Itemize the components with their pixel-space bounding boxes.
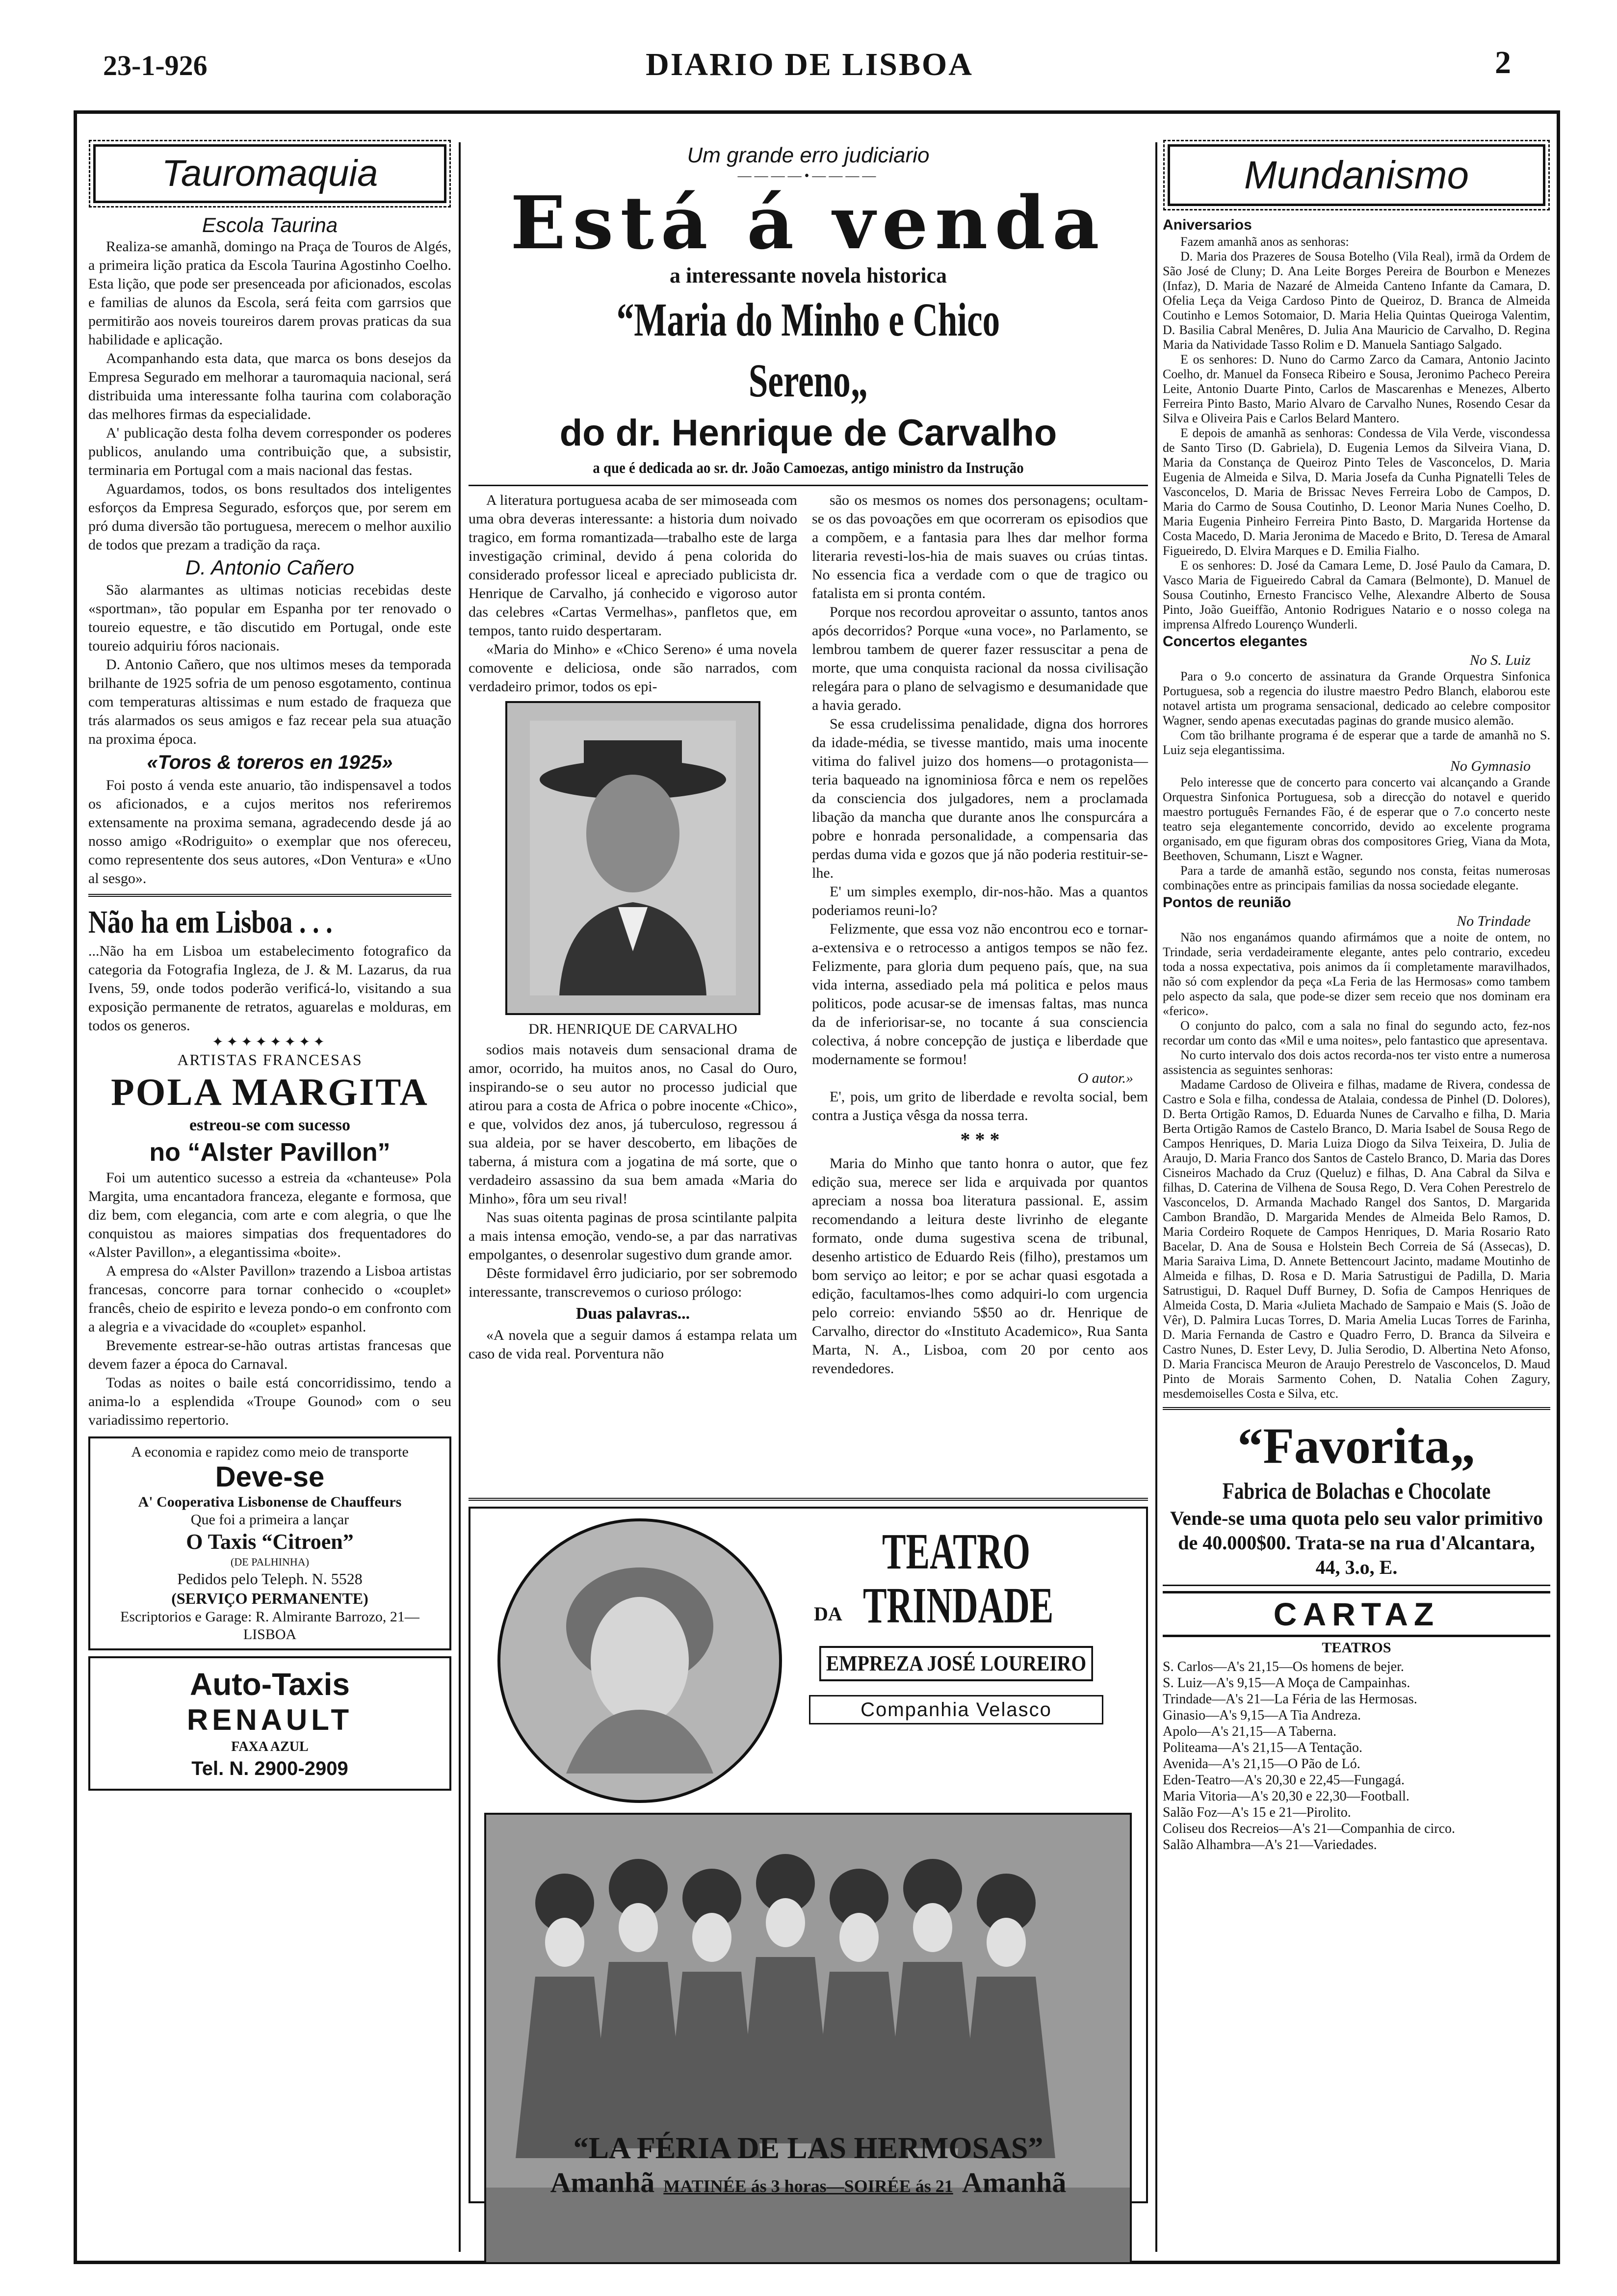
article-b1: são os mesmos os nomes dos personagens; ocultam-se os das povoações em que ocorreram os episodios que a compõem, e a fantasia para lhes dar melhor forma literaria revesti-los-hia de mais suaves ou crúas tintas. No essencia fica a verdade com o que de tragico ou fatalista em si pronta contém. <box>812 492 1148 601</box>
canero-p2: D. Antonio Cañero, que nos ultimos meses da temporada brilhante de 1925 sofria de um penoso esgotamento, continua com temperaturas altissimas e num estado de fraqueza que trás alarmados os seus amigos e faz recear pela sua atuação na proxima época. <box>88 656 451 747</box>
pont-2: O conjunto do palco, com a sala no final do segundo acto, fez-nos recordar um conto das «Mil e uma noites», pelo fantastico que apresentava. <box>1163 1018 1550 1047</box>
mundanismo-section-box <box>1168 144 1545 206</box>
pola-article <box>88 1169 451 1430</box>
pola-venue: no “Alster Pavillon” <box>149 1138 391 1167</box>
aniversarios-title: Aniversarios <box>1163 217 1252 233</box>
cartaz-line: Trindade—A's 21—La Féria de las Hermosas. <box>1163 1692 1417 1707</box>
teatro-matinee: MATINÉE ás 3 horas—SOIRÉE ás 21 <box>663 2176 953 2196</box>
cartaz-line: S. Luiz—A's 9,15—A Moça de Campainhas. <box>1163 1675 1410 1691</box>
pontos-sub: No Trindade <box>1457 913 1531 929</box>
citroen-taxis: O Taxis “Citroen” <box>186 1530 354 1554</box>
nao-ha-text: ...Não ha em Lisboa um estabelecimento fotografico da categoria da Fotografia Ingleza, de J. & M. Lazarus, da rua Ivens, 59, onde todos poderão verificá-lo, visitando a sua exposição permanente de retratos, aguarelas e molduras, em todos os generos. <box>88 943 451 1034</box>
article-col-b <box>812 491 1148 1378</box>
teatro-amanha-right: Amanhã <box>962 2166 1067 2198</box>
favorita-fabrica: Fabrica de Bolachas e Chocolate <box>1222 1478 1491 1504</box>
pont-3: No curto intervalo dos dois actos recorda-nos ter visto entre a numerosa assistencia as seguintes senhoras: <box>1163 1048 1550 1077</box>
citroen-taxi-ad <box>88 1436 451 1650</box>
teatro-da: DA <box>814 1603 842 1625</box>
pola-name: POLA MARGITA <box>111 1070 429 1113</box>
pola-sub: estreou-se com sucesso <box>189 1116 350 1134</box>
issue-date: 23-1-926 <box>103 50 208 81</box>
escola-p1: Realiza-se amanhã, domingo na Praça de Touros de Algés, a primeira lição pratica da Escola Taurina Agostinho Coelho. Esta lição, que pode ser presenceada por aficionados, escolas e familias de alunos da Escola, será feita com garrsios que permitirão aos noveis toureiros darem provas praticas da sua habilidade e aplicação. <box>88 238 451 348</box>
article-stars: * * * <box>960 1128 1000 1150</box>
teatro-companhia: Companhia Velasco <box>809 1695 1103 1724</box>
escola-article <box>88 237 451 554</box>
renault-line1: Auto-Taxis <box>190 1667 350 1702</box>
renault-taxi-ad <box>88 1656 451 1791</box>
article-a5: Dêste formidavel êrro judiciario, por ser sobremodo interessante, transcrevemos o curioso prólogo: <box>469 1265 797 1300</box>
author-portrait <box>505 701 760 1015</box>
centre-column <box>469 142 1148 2199</box>
teatro-amanha-left: Amanhã <box>550 2166 655 2198</box>
article-b4: E' um simples exemplo, dir-nos-hão. Mas a quantos poderiamos reuni-lo? <box>812 884 1148 918</box>
tauromaquia-title: Tauromaquia <box>161 153 378 194</box>
cartaz-line: Avenida—A's 21,15—O Pão de Ló. <box>1163 1756 1360 1772</box>
teatro-show: “LA FÉRIA DE LAS HERMOSAS” <box>573 2132 1043 2165</box>
aniv-1: D. Maria dos Prazeres de Sousa Botelho (Vila Real), irmã da Ordem de São José de Cluny; D. Ana Leite Borges Pereira de Bourbon e Menezes (Infaz), D. Maria de Nazaré de Almeida Canteno Infante da Camara, D. Ofelia Leça da Veiga Cardoso Pinto de Queiroz, D. Branca de Almeida Coutinho e Lemos Sotomaior, D. Maria Helia Quintas Queiroga Valentim, D. Basilia Cabral Menêres, D. Julia Ana Mauricio de Carvalho, D. Regina Maria da Natividade Tasso Rolim e D. Manuela Santiago Salgado. <box>1163 249 1550 352</box>
citroen-coop: A' Cooperativa Lisbonense de Chauffeurs <box>138 1494 402 1510</box>
novel-author: do dr. Henrique de Carvalho <box>559 412 1057 454</box>
canero-title: D. Antonio Cañero <box>185 556 354 579</box>
actress-portrait-icon <box>537 1548 743 1774</box>
article-body <box>469 491 1148 1492</box>
cartaz-line: Salão Foz—A's 15 e 21—Pirolito. <box>1163 1805 1351 1820</box>
pola-kicker: ARTISTAS FRANCESAS <box>177 1051 363 1069</box>
cartaz-line: Eden-Teatro—A's 20,30 e 22,45—Fungagá. <box>1163 1773 1405 1788</box>
aniv-2: E os senhores: D. Nuno do Carmo Zarco da Camara, Antonio Jacinto Coelho, dr. Manuel da Fonseca Ribeiro e Sousa, Jeronimo Pacheco Pereira Leite, Antonio Duarte Pinto, Carlos de Mascarenhas e Menezes, Alberto Ferreira Pinto Basto, Mario Alvaro de Carvalho Nunes, Rosendo Cesar da Silva e Oliveira Pais e Carlos Belard Mantero. <box>1163 352 1550 425</box>
citroen-escritorios: Escriptorios e Garage: R. Almirante Barrozo, 21—LISBOA <box>120 1609 419 1643</box>
masthead <box>98 39 1521 93</box>
citroen-intro: A economia e rapidez como meio de transporte <box>131 1444 409 1460</box>
toros-title: «Toros & toreros en 1925» <box>147 752 393 773</box>
teatro-trindade-ad <box>469 1507 1148 2203</box>
conc-2: Com tão brilhante programa é de esperar que a tarde de amanhã no S. Luiz seja elegantissima. <box>1163 728 1550 757</box>
divider <box>469 485 1148 486</box>
ornament-divider: ✦✦✦✦✦✦✦✦ <box>212 1035 328 1050</box>
teatro-word: TEATRO <box>882 1523 1031 1580</box>
teatro-empresa: EMPREZA JOSÉ LOUREIRO <box>819 1646 1093 1681</box>
citroen-palhinha: (DE PALHINHA) <box>231 1556 309 1568</box>
favorita-name: “Favorita„ <box>1237 1418 1476 1474</box>
tauromaquia-section-box <box>93 144 446 203</box>
concertos-title: Concertos elegantes <box>1163 633 1308 650</box>
escola-p2: Acompanhando esta data, que marca os bons desejos da Empresa Segurado em melhorar a tauromaquia nacional, será distribuida uma interessante folha taurina com colaboração das melhores firmas da especialidade. <box>88 350 451 422</box>
aniv-3: E depois de amanhã as senhoras: Condessa de Vila Verde, viscondessa de Santo Tirso (D. Gabriela), D. Eugenia Lemos da Silveira Viana, D. Maria da Constança de Queiroz Pinto Teles de Vasconcelos, D. Maria Eugenia de Almeida e Silva, D. Maria Josefa da Cunha Pignatelli Teles de Vasconcelos, D. Maria de Brissac Neves Ferreira Lobo de Campos, D. Maria do Carmo de Sousa Coutinho, D. Leonor Maria Nunes Coelho, D. Maria Eugenia Pinheiro Ferreira Pinto Basto, D. Margarida Hortense da Costa Macedo, D. Maria Jeronima de Macedo e Brito, D. Teresa de Amaral Figueiredo, D. Elvira Marques e D. Emilia Fialho. <box>1163 426 1550 558</box>
cartaz-line: Ginasio—A's 9,15—A Tia Andreza. <box>1163 1708 1361 1723</box>
conc-1: Para o 9.o concerto de assinatura da Grande Orquestra Sinfonica Portuguesa, sob a regencia do ilustre maestro Pedro Blanch, elaborou este notavel artista um programa sensacional, dedicado ao celebre compositor Wagner, sendo apenas executadas paginas do grande musico alemão. <box>1163 669 1550 728</box>
kicker-ornament: ————•———— <box>737 168 879 183</box>
renault-line4: Tel. N. 2900-2909 <box>191 1758 348 1779</box>
citroen-pedidos: Pedidos pelo Teleph. N. 5528 <box>177 1570 363 1588</box>
aniv-intro: Fazem amanhã anos as senhoras: <box>1180 235 1349 249</box>
teatro-times <box>469 2166 1148 2199</box>
pont-1: Não nos enganámos quando afirmámos que a noite de ontem, no Trindade, seria verdadeiramente elegante, antes pelo contrario, excedeu toda a nossa expectativa, pois animos da íi completamente maravilhados, não só com explendor da peça «La Feria de las Hermosas» como tambem pelo aspecto da sala, que pode-se dizer sem receio que nos dominam era «ferico». <box>1163 930 1550 1018</box>
article-a6: «A novela que a seguir damos á estampa relata um caso de vida real. Porventura não <box>469 1327 797 1362</box>
renault-line2: RENAULT <box>186 1703 353 1736</box>
cartaz-teatros: TEATROS <box>1322 1640 1391 1656</box>
column-rule-right <box>1155 142 1157 2252</box>
cartaz-line: Apolo—A's 21,15—A Taberna. <box>1163 1724 1337 1739</box>
page-number: 2 <box>1495 45 1511 80</box>
pola-p4: Todas as noites o baile está concorridissimo, tendo a anima-lo a esplendida «Troupe Gounod» com o seu variadissimo repertorio. <box>88 1375 451 1428</box>
cartaz-list <box>1163 1659 1550 1853</box>
novel-dedication: a que é dedicada ao sr. dr. João Camoezas, antigo ministro da Instrução <box>593 459 1024 476</box>
citroen-deve: Deve-se <box>215 1461 325 1493</box>
pontos-title: Pontos de reunião <box>1163 894 1291 911</box>
article-b7: Maria do Minho que tanto honra o autor, que fez edição sua, merece ser lida e arquivada por quantos apreciam a nossa boa literatura passional. E, assim recomendando a leitura deste livrinho de elegante formato, onde duma sugestiva scena de tribunal, desenho artistico de Eduardo Reis (filho), prestamos um bom serviço ao leitor; e por se achar quasi esgotada a edição, facultamos-lhes como adquiri-lo com urgencia pelo correio: enviando 5$50 ao dr. Henrique de Carvalho, director do «Instituto Academico», Rua Santa Marta, N. A., Lisboa, com 20 por cento aos revendedores. <box>812 1155 1148 1377</box>
article-b6: E', pois, um grito de liberdade e revolta social, bem contra a Justiça vêsga da nossa terra. <box>812 1089 1148 1123</box>
cartaz-line: Salão Alhambra—A's 21—Variedades. <box>1163 1837 1377 1852</box>
cartaz-line: Politeama—A's 21,15—A Tentação. <box>1163 1740 1362 1755</box>
centre-sub: a interessante novela historica <box>669 263 947 287</box>
centre-headline: Está á venda <box>510 180 1106 265</box>
pola-p1: Foi um autentico sucesso a estreia da «chanteuse» Pola Margita, uma encantadora franceza, elegante e formosa, que diz bem, com elegancia, com arte e com alegria, o que lhe conquistou as maiores simpatias dos frequentadores do «Alster Pavillon», a elegantissima «boite». <box>88 1170 451 1260</box>
canero-article <box>88 581 451 749</box>
favorita-text: Vende-se uma quota pelo seu valor primitivo de 40.000$00. Trata-se na rua d'Alcantara, 44, 3.o, E. <box>1170 1507 1543 1578</box>
conc-3: Pelo interesse que de concerto para concerto vai alcançando a Grande Orquestra Sinfonica Portuguesa, sob a direcção do notavel e querido maestro português Fernandes Fão, é de esperar que o 7.o concerto neste teatro seja elegantemente concorrido, devido ao excelente programa organisado, em que figuram obras dos compositores Grieg, Viana da Mota, Beethoven, Schumann, Liszt e Wagner. <box>1163 775 1550 863</box>
cartaz-line: S. Carlos—A's 21,15—Os homens de bejer. <box>1163 1659 1404 1674</box>
author-portrait-icon <box>530 721 736 995</box>
article-a4: Nas suas oitenta paginas de prosa scintilante palpita a mais intensa emoção, vendo-se, a par das narrativas empolgantes, o desenrolar sugestivo dum grande amor. <box>469 1209 797 1263</box>
article-a2: «Maria do Minho» e «Chico Sereno» é uma novela comovente e deliciosa, onde são narrados, com verdadeiro primor, todos os epi- <box>469 641 797 695</box>
escola-p3: A' publicação desta folha devem corresponder os poderes publicos, anulando uma contribuição que, a subsistir, terminaria em Portugal com a mais nacional das festas. <box>88 425 451 478</box>
conc-4: Para a tarde de amanhã estão, segundo nos consta, feitas numerosas combinações entre as principais familias da nossa sociedade elegante. <box>1163 863 1550 892</box>
escola-p4: Aguardamos, todos, os bons resultados dos inteligentes esforços da Empresa Segurado, esforços que, por serem em pró duma diversão tão portuguesa, merecem o melhor auxilio de todos que prezam a tradição da raça. <box>88 481 451 553</box>
divider <box>1163 1585 1550 1586</box>
cartaz-line: Maria Vitoria—A's 20,30 e 22,30—Football. <box>1163 1789 1409 1804</box>
concertos-sub2: No Gymnasio <box>1450 758 1531 774</box>
aniv-4: E os senhores: D. José da Camara Leme, D. José Paulo da Camara, D. Vasco Maria de Figueiredo Cabral da Camara (Belmonte), D. Manuel de Sousa Coutinho, Ernesto Francisco Velhe, Alexandre Alberto de Sousa Pinto, João Gueiffão, Antonio Rodrigues Natario e o nosso colega na imprensa Alfredo Lourenço Wunderli. <box>1163 558 1550 631</box>
escola-title: Escola Taurina <box>202 213 338 236</box>
article-col-a <box>469 491 797 1363</box>
mundanismo-body <box>1163 216 1550 1401</box>
renault-line3: FAXA AZUL <box>231 1739 309 1754</box>
article-b2: Porque nos recordou aproveitar o assunto, tantos anos após decorridos? Porque «una voce», no Parlamento, se lembrou tambem de querer fazer ressuscitar a pena de morte, que uma conquista racional da nossa civilisação relegára para o plano de selvagismo e desumanidade que a havia gerado. <box>812 604 1148 713</box>
nao-ha-title: Não ha em Lisboa . . . <box>88 904 333 940</box>
novel-title: “Maria do Minho e Chico Sereno„ <box>616 293 1000 407</box>
canero-p1: São alarmantes as ultimas noticias recebidas deste «sportman», tão popular em Espanha por ter renovado o toureio equestre, e tão discutido em Portugal, onde este toureio adquiriu fóros nacionais. <box>88 582 451 654</box>
pola-p2: A empresa do «Alster Pavillon» trazendo a Lisboa artistas francesas, concorre para tornar conhecido o «couplet» francês, cheio de espirito e leveza pondo-o em confronto com a alegria e a vivacidade do «couplet» espanhol. <box>88 1263 451 1335</box>
divider <box>1163 1407 1550 1410</box>
duas-palavras: Duas palavras... <box>575 1305 690 1323</box>
article-a3: sodios mais notaveis dum sensacional drama de amor, ocorrido, ha muitos anos, no Casal do Ouro, inspirando-se o seu autor no processo judicial que atirou para a costa de Africa o pobre inocente «Chico», e que, volvidos dez anos, já tuberculoso, regressou á sua aldeia, por se haver descoberto, em libações de taberna, á mistura com a jogatina de má sorte, que o verdadeiro assassino da sua bem amada «Maria do Minho», fôra um seu rival! <box>469 1042 797 1207</box>
toros-p1: Foi posto á venda este anuario, tão indispensavel a todos os aficionados, e a cujos meritos nos referiremos extensamente na proxima semana, agradecendo desde já ao nosso amigo «Rodriguito» o exemplar que nos ofereceu, como representente dos seus autores, «Don Ventura» e «Uno al sesgo». <box>88 777 451 887</box>
divider <box>469 1498 1148 1501</box>
left-column <box>88 137 451 1797</box>
article-b5: Felizmente, que essa voz não encontrou eco e tornar-a-extensiva e o retrocesso a antigos tempos se não fez. Felizmente, para gloria dum pequeno país, que, na sua vida interna, assediado pela má politica e pelos maus politicos, pode acusar-se de imensas faltas, mas nunca da de inferiorisar-se, no tocante á sua consciencia colectiva, á nobre concepção de justiça e liberdade que modernamente se formou! <box>812 921 1148 1068</box>
cartaz-line: Coliseu dos Recreios—A's 21—Companhia de circo. <box>1163 1821 1456 1836</box>
article-autor: O autor.» <box>1077 1070 1133 1086</box>
portrait-caption: DR. HENRIQUE DE CARVALHO <box>528 1021 737 1037</box>
centre-kicker: Um grande erro judiciario <box>687 143 930 167</box>
concertos-sub1: No S. Luiz <box>1469 652 1531 668</box>
cartaz-title: CARTAZ <box>1163 1591 1550 1637</box>
right-column <box>1163 137 1550 1853</box>
toros-article <box>88 776 451 888</box>
teatro-trindade: TRINDADE <box>863 1577 1054 1634</box>
divider <box>88 894 451 897</box>
pont-4: Madame Cardoso de Oliveira e filhas, madame de Rivera, condessa de Castro e Sola e filha, condessa de Atalaia, condessa de Pinhel (D. Dolores), D. Berta Ortigão Ramos, D. Eduarda Nunes de Carvalho e filha, D. Maria Berta Ortigão Ramos de Castelo Branco, D. Maria Isabel de Sousa Rego de Campos Henriques, D. Maria Luiza Diogo da Silva Teixeira, D. Julia de Araujo, D. Maria Franco dos Santos de Castelo Branco, D. Maria das Dores Cisneiros Machado da Cruz (Queluz) e filhas, D. Ana Cabral da Silva e filhas, D. Caterina de Vilhena de Sousa Rego, D. Vera Cohen Perestrelo de Vasconcelos, D. Armanda Machado Rangel dos Santos, D. Margarida Cambon Brandão, D. Margarida Mendes de Almeida Belo Ramos, D. Maria Cordeiro Roquete de Campos Henriques, D. Maria Rosario Rato Bacelar, D. Ana de Sousa e Holstein Bech Correia de Sá (Assecas), D. Maria Saraiva Lima, D. Annete Bettencourt Jacinto, madame Moutinho de Almeida e filhas, D. Rosa e D. Maria Satrustigui de Padilla, D. Maria Satrustigui, D. Raquel Duff Burney, D. Sofia de Campos Henriques de Almeida Costa, D. Maria «Julieta Machado de Sampaio e Mais (S. João de Vêr), D. Palmira Lucas Torres, D. Maria Amelia Lucas Torres de Farinha, D. Maria Fernanda de Castro e Quadro Ferro, D. Branca da Silveira e Castro Nunes, D. Ester Levy, D. Julia Serodio, D. Albertina Neto Afonso, D. Maria Francisca Meuron de Araujo Perestrelo de Vasconcelos, D. Maud Pinto de Morais Sarmento Cohen, D. Natalia Cohen Zagury, mesdemoiselles Costa e Silva, etc. <box>1163 1077 1550 1401</box>
article-a1: A literatura portuguesa acaba de ser mimoseada com uma obra deveras interessante: a historia dum noivado tragico, em forma romantizada—trabalho este de larga investigação criminal, devido á pena colorida do considerado professor liceal e apreciado publicista dr. Henrique de Carvalho, já conhecido e vigoroso autor das celebres «Cartas Vermelhas», panfletos que, em tempos, tanto ruido despertaram. <box>469 492 797 639</box>
citroen-que-foi: Que foi a primeira a lançar <box>190 1512 349 1528</box>
article-b3: Se essa crudelissima penalidade, digna dos horrores da idade-média, se tivesse mantido, mais uma inocente vitima do falivel juizo dos homens—o protagonista—teria baqueado na ignominiosa fôrca e nem os repelões da consciencia dos julgadores, nem a proclamada libação da mancha que durante anos lhe conspurcára a pobre e honrada personalidade, a compensaria das perdas duma vida e gozos que já não poderia restituir-se-lhe. <box>812 716 1148 881</box>
column-rule-left <box>459 142 461 2252</box>
citroen-servico: (SERVIÇO PERMANENTE) <box>171 1590 368 1607</box>
actress-portrait <box>497 1518 782 1803</box>
pola-p3: Brevemente estrear-se-hão outras artistas francesas que devem fazer a época do Carnaval. <box>88 1337 451 1372</box>
mundanismo-title: Mundanismo <box>1244 153 1469 197</box>
newspaper-name: DIARIO DE LISBOA <box>646 47 973 82</box>
